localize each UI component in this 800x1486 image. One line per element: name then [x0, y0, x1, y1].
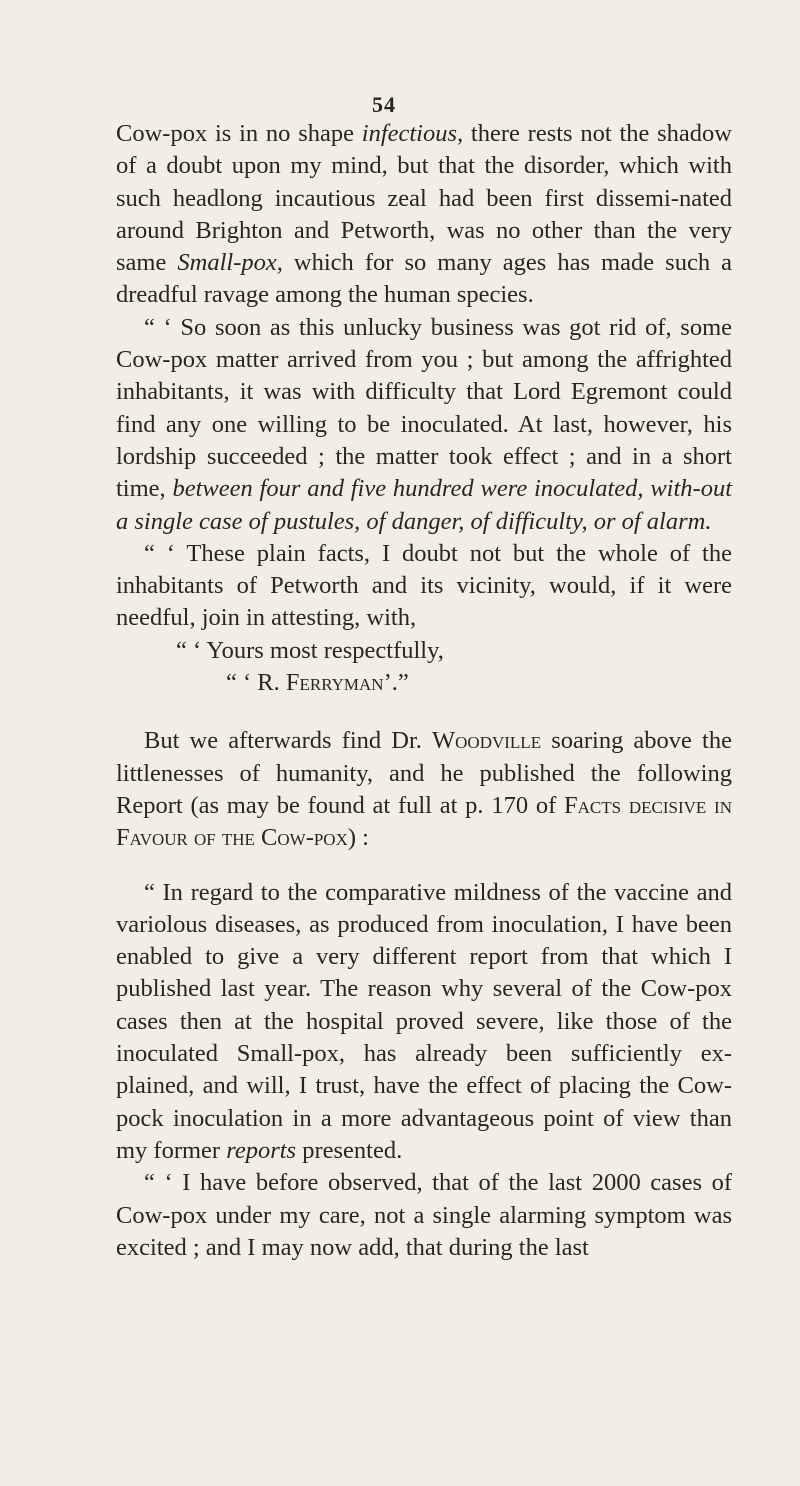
small-caps-run: Woodville [432, 727, 542, 755]
paragraph-woodville [116, 725, 732, 854]
text-run: Cow-pox is in no shape [116, 120, 362, 147]
text-run: ) : [347, 824, 369, 852]
paragraph-2000-cases: “ ‘ I have before observed, that of the last 2000 cases of Cow-pox under my care, not a single alarming symptom was excited ; and I may now add, that during the last [116, 1169, 732, 1261]
italic-run: between four and five hundred were inoculated, with-out a single case of pustules, of danger, of difficulty, or of alarm. [116, 475, 733, 535]
text-run: presented. [296, 1136, 403, 1164]
text-run: “ ‘ So soon as this unlucky business was got rid of, some Cow-pox matter arrived from you ; but among the affrighted inhabitants, it was with difficulty that Lord Egremont could find any one willing to be inoculated. At last, however, his lordship succeeded ; the matter took effect ; and in a short time, [116, 313, 732, 503]
paragraph-lord-egremont [116, 312, 732, 538]
italic-run: Small-pox, [177, 249, 283, 277]
body-text [116, 118, 732, 1264]
small-caps-run: Facts decisive in Favour of the Cow-pox [116, 791, 732, 852]
italic-run: reports [226, 1136, 297, 1164]
text-run: there rests not the shadow of a doubt upon my mind, but that the disorder, which with such headlong incautious zeal had been first dissemi-nated around Brighton and Petworth, was no other than the very same [116, 120, 733, 277]
page-number: 54 [372, 92, 396, 117]
text-run: soaring above the littlenesses of humanity, and he published the following Report (as may be found at full at p. 170 of [116, 727, 732, 819]
text-run: which for so many ages has made such a dreadful ravage among the human species. [116, 249, 732, 309]
letter-signature: “ ‘ R. Ferryman’.” [226, 669, 409, 697]
letter-closing: “ ‘ Yours most respectfully, [176, 636, 444, 664]
text-run: But we afterwards find Dr. [144, 727, 433, 755]
italic-run: infectious, [361, 120, 464, 147]
paragraph-report-quote [116, 877, 732, 1168]
paragraph-continuation [116, 118, 732, 312]
paragraph-plain-facts: “ ‘ These plain facts, I doubt not but the whole of the inhabitants of Petworth and its vicinity, would, if it were needful, join in attesting, with, [116, 539, 732, 632]
text-run: “ In regard to the comparative mildness of the vaccine and variolous diseases, as produced from inoculation, I have been enabled to give a very different report from that which I published last year. The reason why several of the Cow-pox cases then at the hospital proved severe, like those of the inoculated Small-pox, has already been sufficiently ex-plained, and will, I trust, have the effect of placing the Cow-pock inoculation in a more advantageous point of view than my former [116, 878, 732, 1164]
